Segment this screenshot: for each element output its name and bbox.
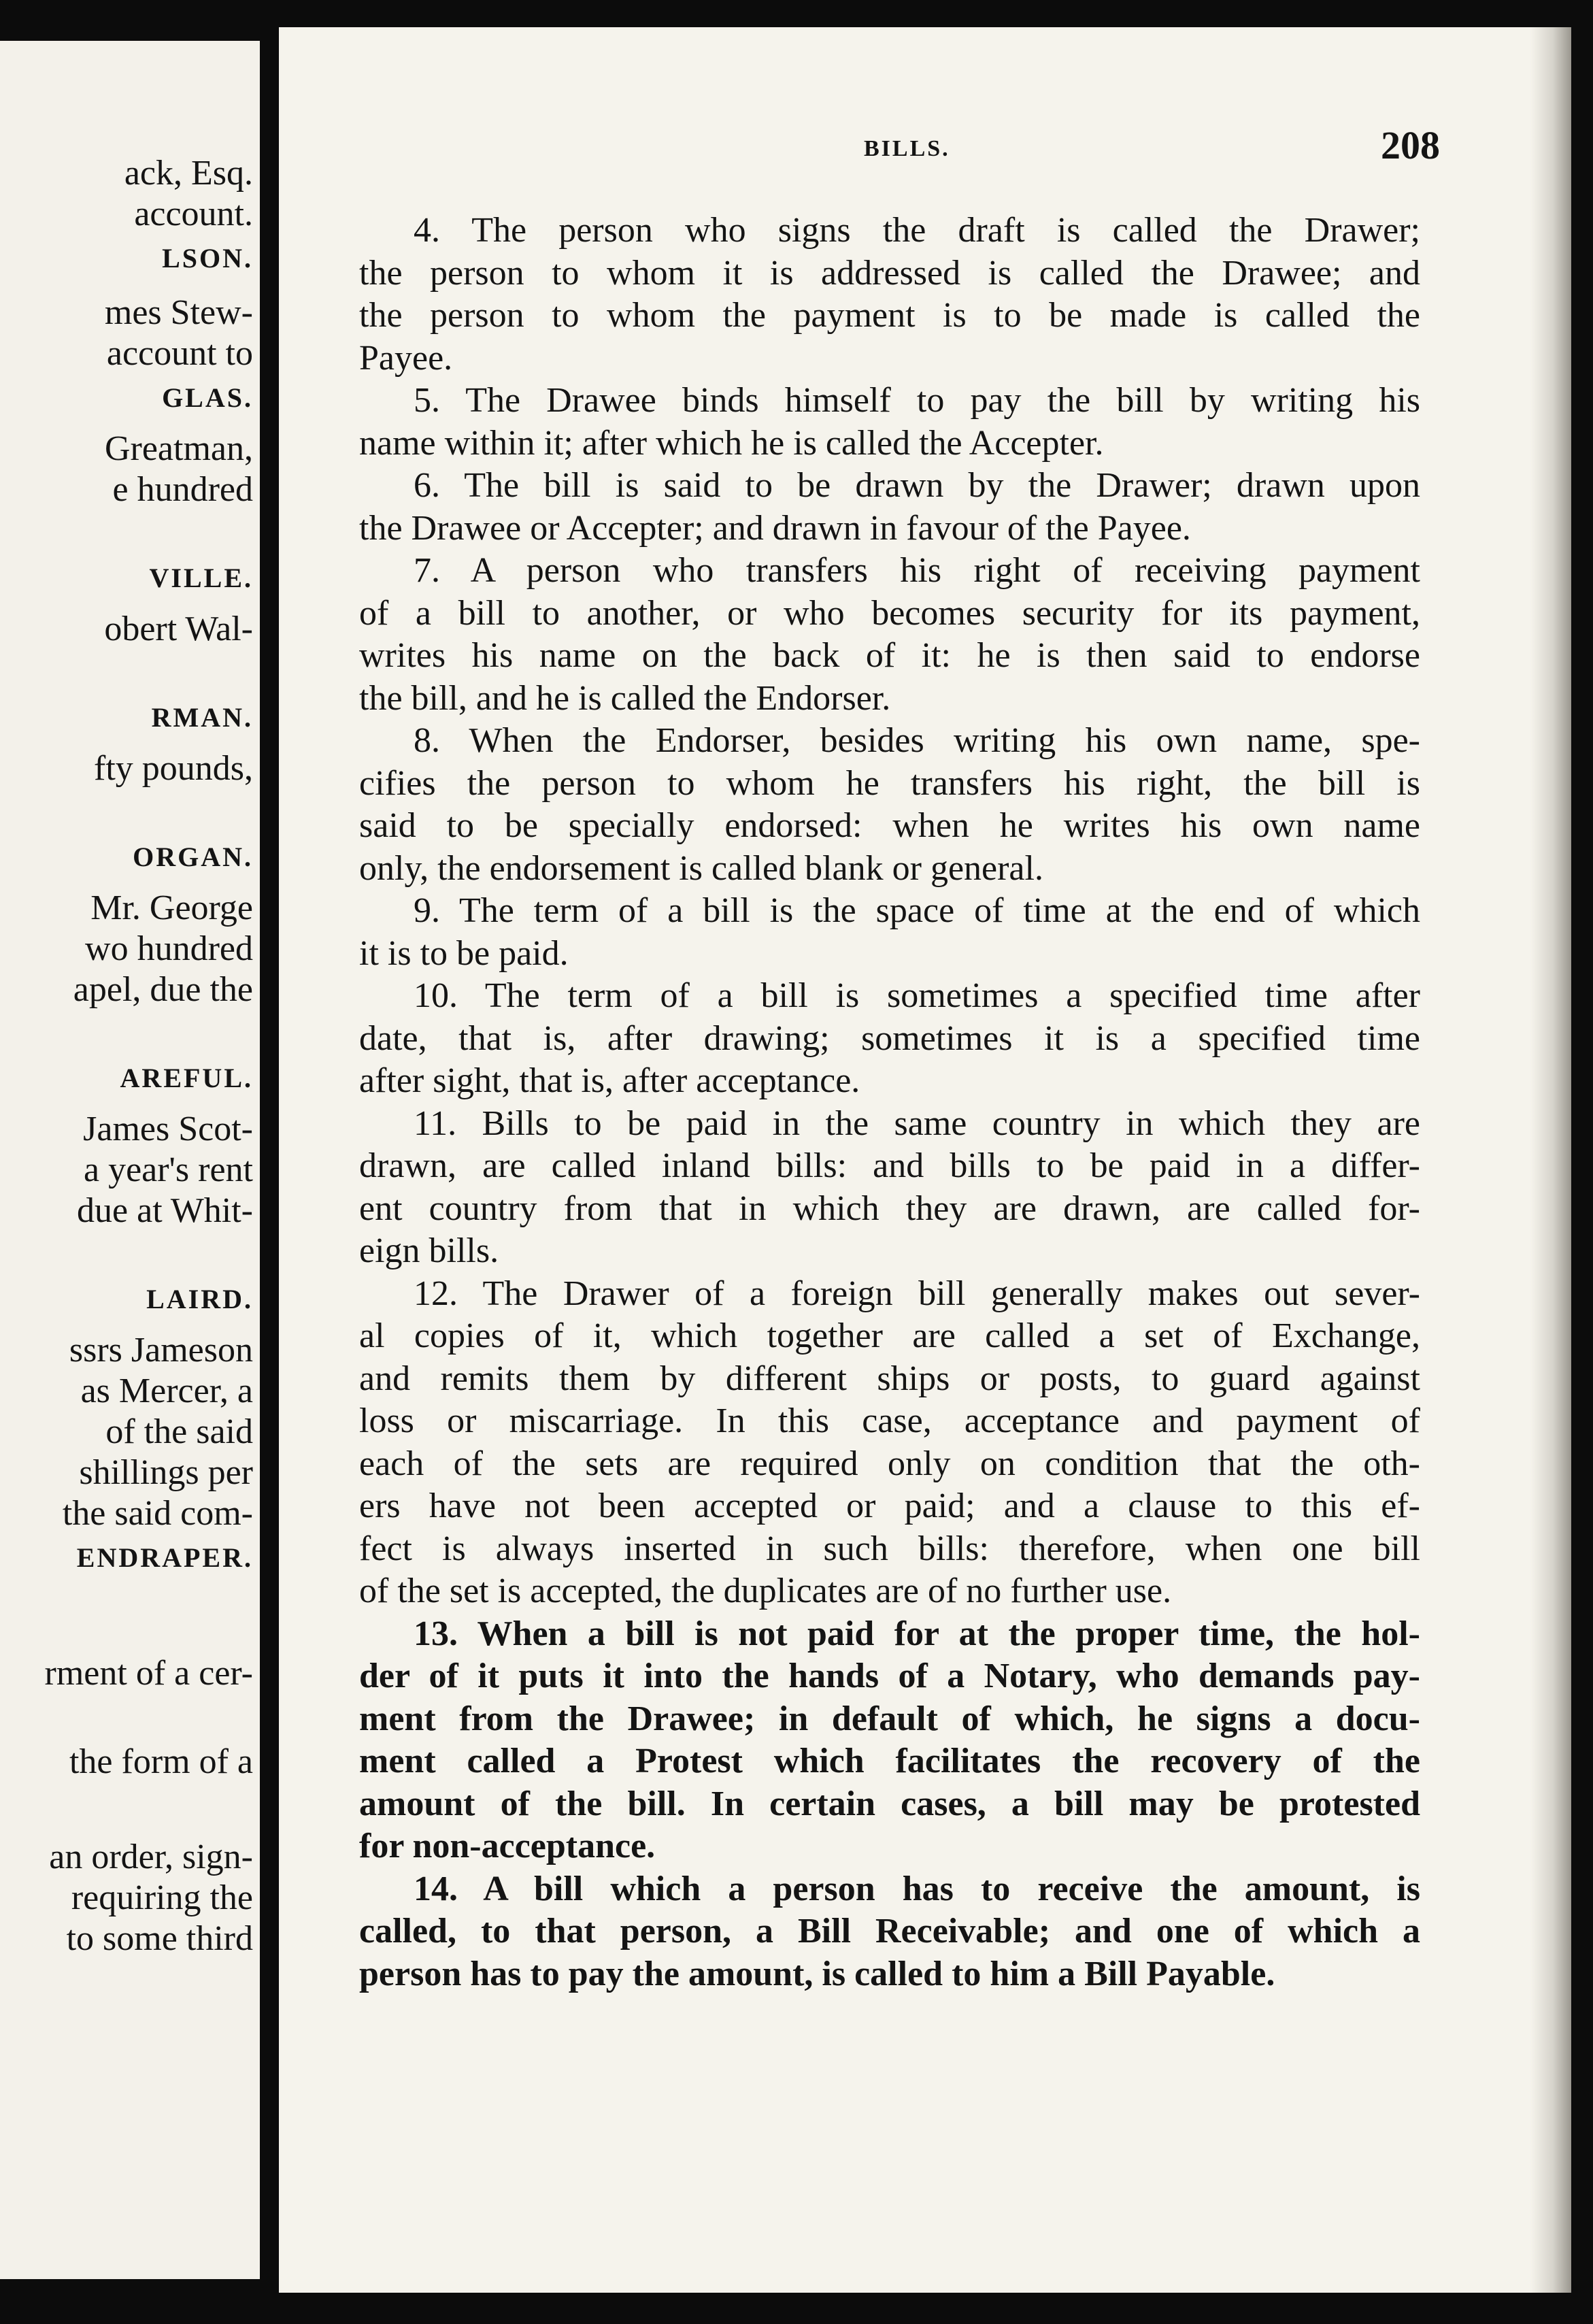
text-line: and remits them by different ships or posts, to guard against bbox=[359, 1359, 1420, 1398]
text-line: ment called a Protest which facilitates the recovery of the bbox=[359, 1742, 1420, 1780]
text-line: only, the endorsement is called blank or general. bbox=[359, 848, 1043, 888]
facing-page-fragment bbox=[0, 41, 260, 2279]
text-line: Payee. bbox=[359, 338, 453, 378]
facing-page-line: apel, due the bbox=[73, 970, 253, 1009]
facing-page-line: James Scot- bbox=[83, 1110, 253, 1148]
text-line: 4. The person who signs the draft is called the Drawer; bbox=[414, 211, 1420, 250]
page-edge-shadow bbox=[1530, 27, 1571, 2293]
text-line: said to be specially endorsed: when he writes his own name bbox=[359, 806, 1420, 845]
text-line: fect is always inserted in such bills: therefore, when one bill bbox=[359, 1529, 1420, 1568]
facing-page-line: GLAS. bbox=[162, 382, 253, 413]
facing-page-line: mes Stew- bbox=[104, 293, 253, 332]
facing-page-line: the said com- bbox=[62, 1494, 253, 1533]
text-line: ers have not been accepted or paid; and a clause to this ef- bbox=[359, 1487, 1420, 1525]
running-head: BILLS. bbox=[864, 136, 950, 161]
page-number: 208 bbox=[1381, 123, 1440, 167]
text-line: cifies the person to whom he transfers his right, the bill is bbox=[359, 763, 1420, 803]
facing-page-line: fty pounds, bbox=[94, 749, 253, 788]
text-line: 12. The Drawer of a foreign bill generally makes out sever- bbox=[414, 1274, 1420, 1313]
facing-page-line: LAIRD. bbox=[146, 1284, 253, 1314]
text-line: the person to whom it is addressed is called the Drawee; and bbox=[359, 253, 1420, 293]
facing-page-line: shillings per bbox=[79, 1453, 253, 1492]
facing-page-line: a year's rent bbox=[83, 1150, 253, 1189]
facing-page-line: as Mercer, a bbox=[80, 1372, 253, 1410]
book-page bbox=[279, 27, 1571, 2293]
facing-page-line: requiring the bbox=[71, 1878, 253, 1917]
text-line: the bill, and he is called the Endorser. bbox=[359, 678, 891, 718]
text-line: 10. The term of a bill is sometimes a specified time after bbox=[414, 976, 1420, 1015]
text-line: date, that is, after drawing; sometimes it is a specified time bbox=[359, 1018, 1420, 1058]
facing-page-line: Mr. George bbox=[90, 889, 253, 927]
text-line: 13. When a bill is not paid for at the proper time, the hol- bbox=[414, 1614, 1420, 1653]
body-text bbox=[359, 210, 1420, 1995]
text-line: drawn, are called inland bills: and bills to be paid in a differ- bbox=[359, 1146, 1420, 1185]
text-line: ent country from that in which they are drawn, are called for- bbox=[359, 1189, 1420, 1228]
text-line: writes his name on the back of it: he is then said to endorse bbox=[359, 636, 1420, 675]
text-line: the person to whom the payment is to be made is called the bbox=[359, 296, 1420, 335]
facing-page-line: of the said bbox=[105, 1412, 253, 1451]
text-line: 6. The bill is said to be drawn by the Drawer; drawn upon bbox=[414, 466, 1420, 505]
text-line: of the set is accepted, the duplicates are of no further use. bbox=[359, 1572, 1172, 1610]
facing-page-line: the form of a bbox=[69, 1742, 253, 1781]
facing-page-line: to some third bbox=[66, 1919, 253, 1958]
text-line: after sight, that is, after acceptance. bbox=[359, 1061, 860, 1100]
text-line: al copies of it, which together are called a set of Exchange, bbox=[359, 1316, 1420, 1355]
facing-page-line: ssrs Jameson bbox=[69, 1331, 253, 1370]
facing-page-line: wo hundred bbox=[85, 929, 253, 968]
facing-page-line: ENDRAPER. bbox=[76, 1542, 253, 1573]
facing-page-line: account. bbox=[134, 195, 253, 233]
facing-page-line: Greatman, bbox=[104, 429, 253, 468]
text-line: 14. A bill which a person has to receive the amount, is bbox=[414, 1869, 1420, 1908]
text-line: it is to be paid. bbox=[359, 933, 569, 973]
facing-page-line: obert Wal- bbox=[104, 610, 253, 648]
text-line: ment from the Drawee; in default of which, he signs a docu- bbox=[359, 1699, 1420, 1738]
facing-page-line: ORGAN. bbox=[133, 842, 253, 872]
text-line: eign bills. bbox=[359, 1231, 499, 1270]
text-line: 8. When the Endorser, besides writing his own name, spe- bbox=[414, 721, 1420, 760]
text-line: 5. The Drawee binds himself to pay the bill by writing his bbox=[414, 381, 1420, 420]
text-line: loss or miscarriage. In this case, acceptance and payment of bbox=[359, 1401, 1420, 1440]
text-line: of a bill to another, or who becomes security for its payment, bbox=[359, 593, 1420, 633]
facing-page-line: LSON. bbox=[162, 243, 253, 273]
facing-page-line: account to bbox=[106, 334, 253, 373]
facing-page-line: e hundred bbox=[112, 470, 253, 509]
text-line: der of it puts it into the hands of a Notary, who demands pay- bbox=[359, 1657, 1420, 1695]
text-line: the Drawee or Accepter; and drawn in favour of the Payee. bbox=[359, 508, 1191, 548]
text-line: 11. Bills to be paid in the same country in which they are bbox=[414, 1103, 1420, 1143]
text-line: person has to pay the amount, is called to him a Bill Payable. bbox=[359, 1954, 1275, 1993]
facing-page-line: rment of a cer- bbox=[44, 1654, 253, 1693]
text-line: 9. The term of a bill is the space of time at the end of which bbox=[414, 891, 1420, 930]
book-gutter bbox=[260, 0, 279, 2324]
facing-page-line: VILLE. bbox=[149, 563, 253, 593]
text-line: amount of the bill. In certain cases, a bill may be protested bbox=[359, 1784, 1420, 1823]
facing-page-line: RMAN. bbox=[151, 702, 253, 733]
text-line: 7. A person who transfers his right of receiving payment bbox=[414, 551, 1420, 590]
text-line: each of the sets are required only on condition that the oth- bbox=[359, 1444, 1420, 1483]
facing-page-line: due at Whit- bbox=[77, 1191, 253, 1230]
facing-page-line: AREFUL. bbox=[120, 1063, 253, 1093]
text-line: for non-acceptance. bbox=[359, 1827, 656, 1865]
facing-page-line: an order, sign- bbox=[49, 1838, 253, 1876]
facing-page-line: ack, Esq. bbox=[124, 154, 253, 193]
text-line: called, to that person, a Bill Receivable; and one of which a bbox=[359, 1912, 1420, 1950]
text-line: name within it; after which he is called the Accepter. bbox=[359, 423, 1104, 463]
